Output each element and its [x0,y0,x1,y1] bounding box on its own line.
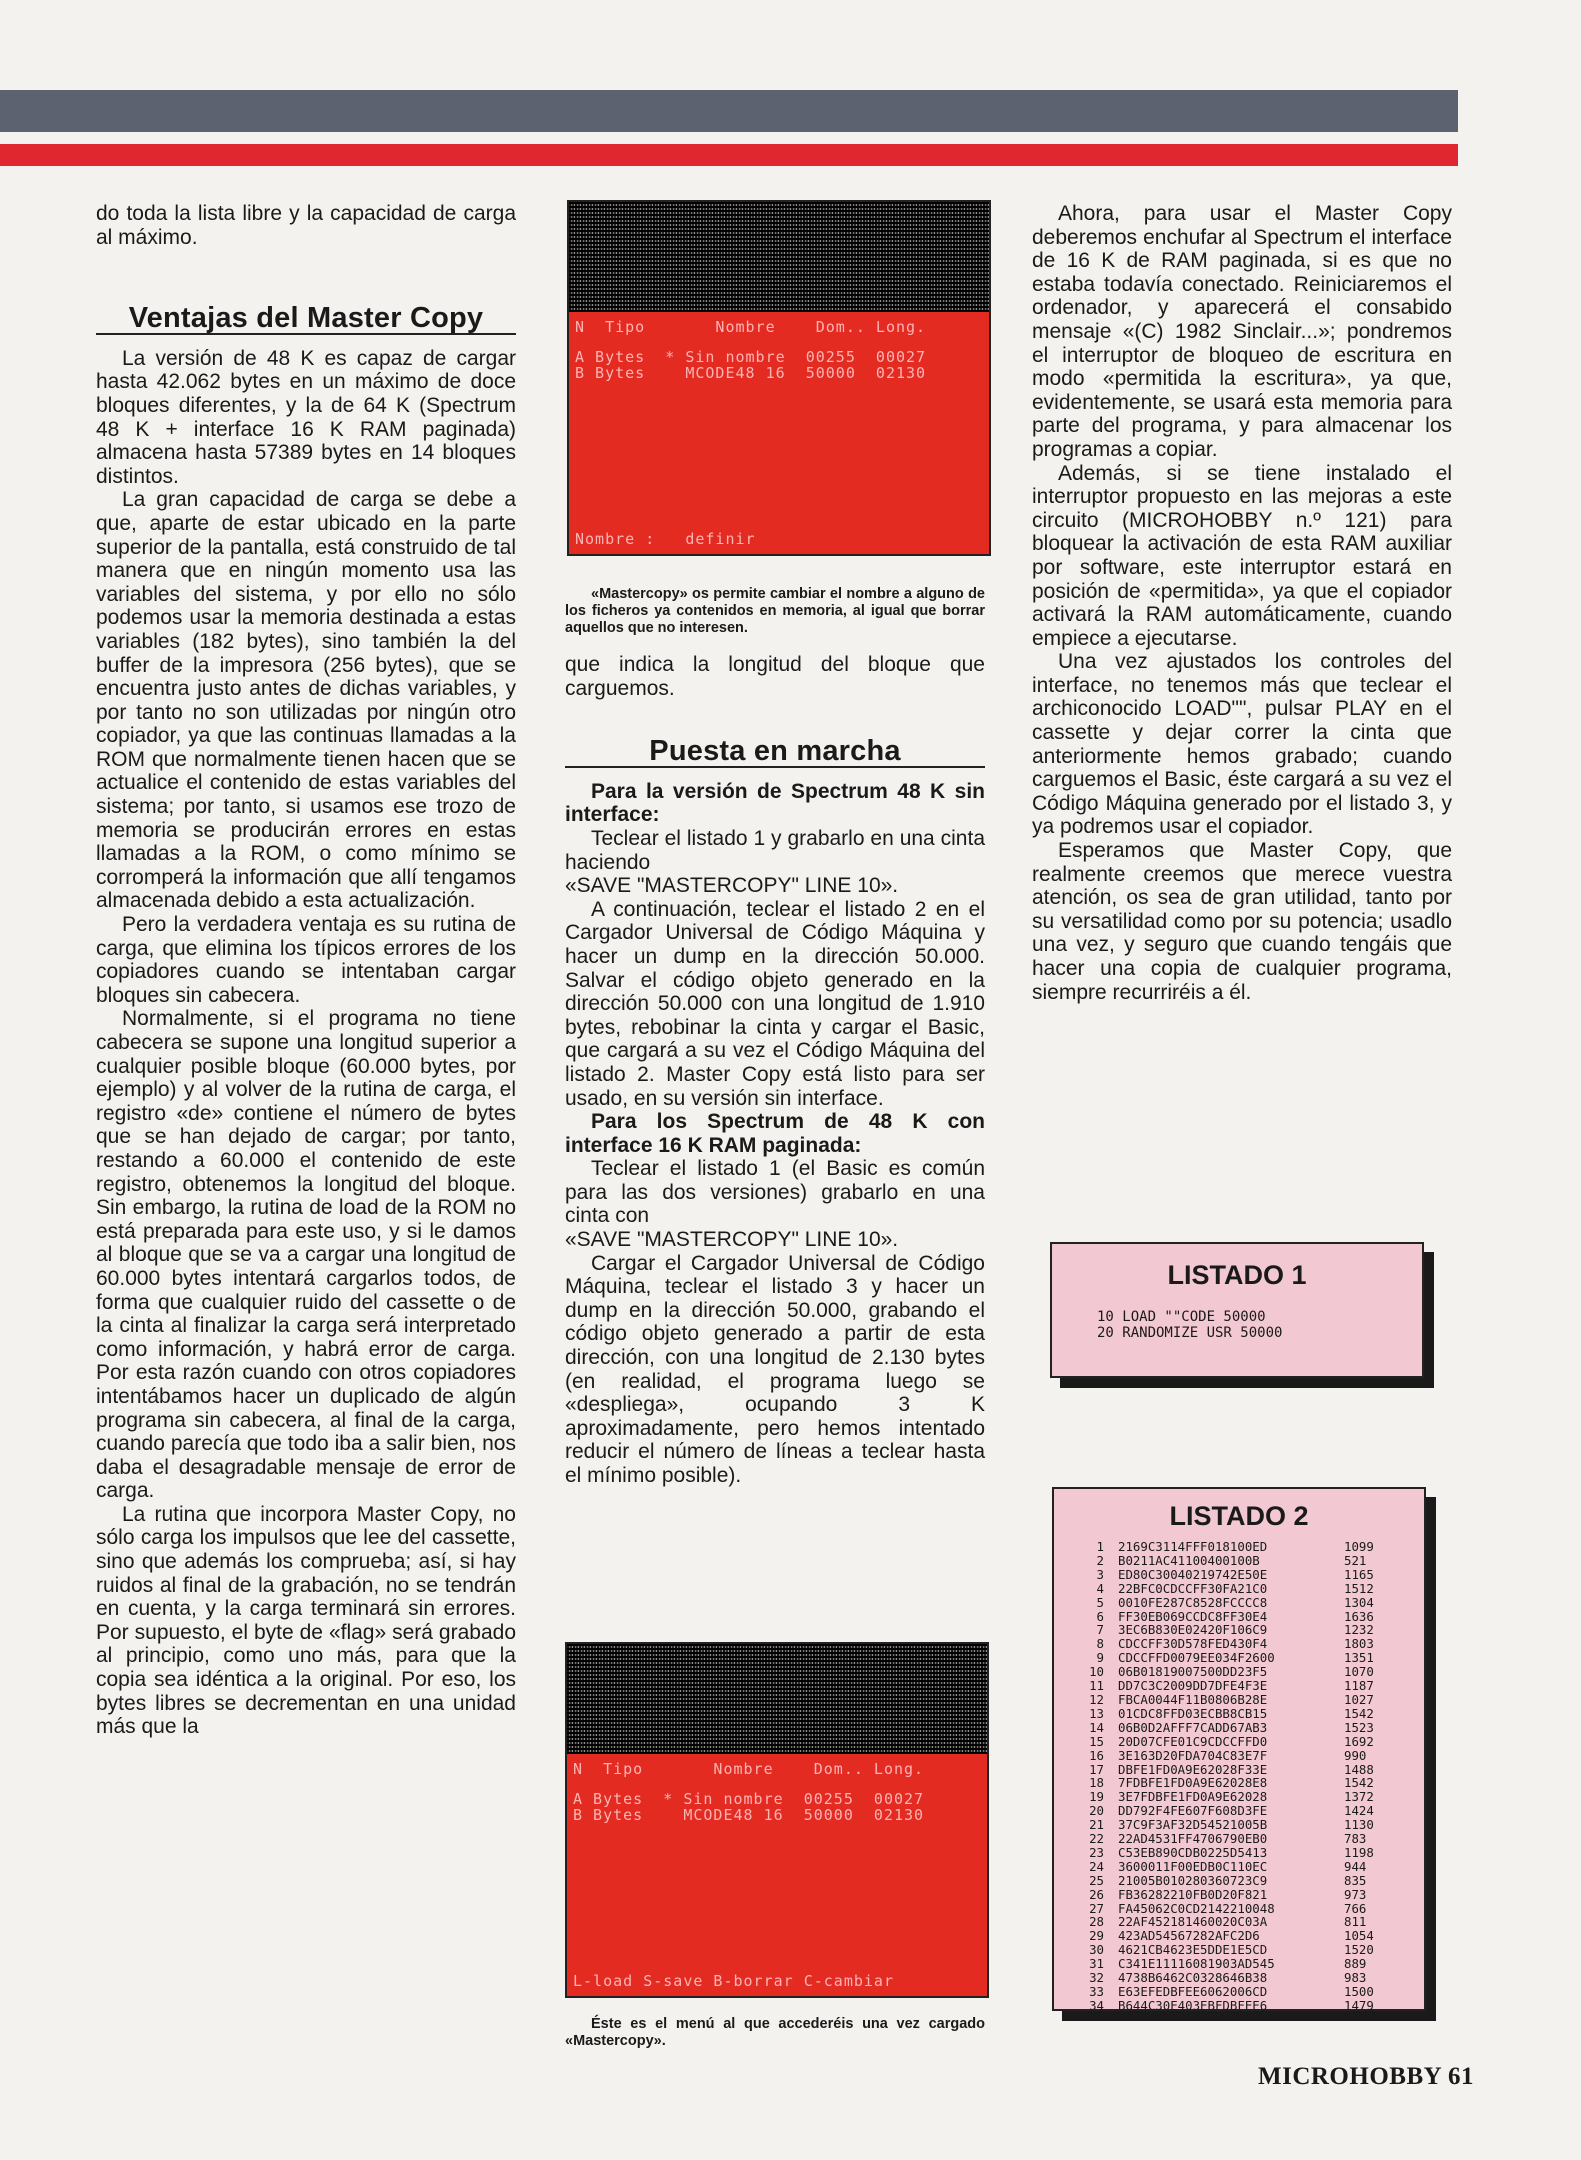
subheading: Para la versión de Spectrum 48 K sin interface: [565,779,985,827]
table-row [1076,1790,1374,1804]
column-1 [96,202,516,1739]
hex-data: 21005B010280360723C9 [1118,1872,1268,1888]
checksum: 1351 [1344,1650,1374,1666]
hex-data: DBFE1FD0A9E62028F33E [1118,1761,1268,1777]
header-band-gray [0,90,1458,132]
hex-data: 3E163D20FDA704C83E7F [1118,1747,1268,1763]
screenshot-mastercopy-menu [565,1642,989,1998]
hex-data: 4738B6462C0328646B38 [1118,1970,1268,1986]
table-row [1076,1846,1374,1860]
paragraph: Teclear el listado 1 (el Basic es común para las dos versiones) grabarlo en una cinta con [565,1157,985,1228]
listado-1-code [1097,1309,1422,1341]
checksum: 973 [1344,1886,1367,1902]
checksum: 983 [1344,1970,1367,1986]
table-row [1076,1651,1374,1665]
hex-data: E63EFEDBFEE6062006CD [1118,1984,1268,1999]
paragraph: Pero la verdadera ventaja es su rutina de carga, que elimina los típicos errores de los copiadores cuando se intentaban cargar bloques sin cabecera. [96,913,516,1007]
screen-header: N Tipo Nombre Dom.. Long. [573,1760,925,1778]
line-number: 25 [1089,1872,1104,1888]
hex-data: 37C9F3AF32D54521005B [1118,1817,1268,1833]
command-text: «SAVE "MASTERCOPY" LINE 10». [565,1228,899,1252]
hex-data: 4621CB4623E5DDE1E5CD [1118,1942,1268,1958]
table-row [1076,1776,1374,1790]
line-number: 8 [1096,1636,1104,1652]
code-line: 20 RANDOMIZE USR 50000 [1097,1325,1283,1341]
checksum: 1198 [1344,1844,1374,1860]
screen-row: A Bytes * Sin nombre 00255 00027 [573,1790,925,1808]
hex-data: FBCA0044F11B0806B28E [1118,1691,1268,1707]
checksum: 990 [1344,1747,1367,1763]
section-heading-puesta-en-marcha: Puesta en marcha [565,740,985,768]
line-number: 5 [1096,1594,1104,1610]
checksum: 766 [1344,1900,1367,1916]
hex-data: 01CDC8FFD03ECBB8CB15 [1118,1705,1268,1721]
line-number: 11 [1089,1678,1104,1694]
paragraph: La versión de 48 K es capaz de cargar hasta 42.062 bytes en un máximo de doce bloques diferentes, y la de 64 K (Spectrum 48 K + interface 16 K RAM paginada) almacena hasta 57389 bytes en 14 bloques distintos. [96,346,516,488]
checksum: 1692 [1344,1733,1374,1749]
line-number: 19 [1089,1789,1104,1805]
line-number: 24 [1089,1858,1104,1874]
checksum: 1542 [1344,1705,1374,1721]
line-number: 26 [1089,1886,1104,1902]
line-number: 28 [1089,1914,1104,1930]
checksum: 835 [1344,1872,1367,1888]
line-number: 33 [1089,1984,1104,1999]
line-number: 20 [1089,1803,1104,1819]
line-number: 12 [1089,1691,1104,1707]
listado-2-table [1076,1540,1374,2013]
table-row [1076,1735,1374,1749]
checksum: 1500 [1344,1984,1374,1999]
line-number: 34 [1089,1997,1104,2013]
hex-data: C53EB890CDB0225D5413 [1118,1844,1268,1860]
checksum: 1479 [1344,1997,1374,2013]
paragraph: Ahora, para usar el Master Copy deberemos enchufar al Spectrum el interface de 16 K de RAM paginada, si es que no estaba todavía conectado. Reiniciaremos el ordenador, y aparecerá el consabido mensaje «(C) 1982 Sinclair...»; pondremos el interruptor de bloqueo de escritura en modo «permitida la escritura», ya que, evidentemente, se usará esta memoria para parte del programa, y para almacenar los programas a copiar. [1032,202,1452,461]
listado-1-box [1050,1242,1424,1378]
hex-data: 3600011F00EDB0C110EC [1118,1858,1268,1874]
table-row [1076,1902,1374,1916]
line-number: 21 [1089,1817,1104,1833]
table-row [1076,1637,1374,1651]
paragraph: Cargar el Cargador Universal de Código Máquina, teclear el listado 3 y hacer un dump en la dirección 50.000, grabando el código objeto generado a partir de esta dirección, con una longitud de 2.130 bytes (en realidad, el programa luego se «despliega», ocupando 3 K aproximadamente, pero hemos intentado reducir el número de líneas a teclear hasta el mínimo posible). [565,1251,985,1487]
hex-data: B0211AC41100400100B [1118,1552,1260,1568]
line-number: 6 [1096,1608,1104,1624]
checksum: 783 [1344,1831,1367,1847]
screen-footer: L-load S-save B-borrar C-cambiar [573,1972,894,1990]
line-number: 13 [1089,1705,1104,1721]
hex-data: 06B0D2AFFF7CADD67AB3 [1118,1719,1268,1735]
code-line: 10 LOAD ""CODE 50000 [1097,1309,1266,1325]
table-row [1076,1971,1374,1985]
table-row [1076,1554,1374,1568]
checksum: 1372 [1344,1789,1374,1805]
section-heading-ventajas: Ventajas del Master Copy [96,307,516,335]
line-number: 2 [1096,1552,1104,1568]
table-row [1076,1888,1374,1902]
hex-data: CDCCFFD0079EE034F2600 [1118,1650,1275,1666]
paragraph: Además, si se tiene instalado el interruptor propuesto en las mejoras a este circuito (MICROHOBBY n.º 121) para bloquear la activación de esta RAM auxiliar por software, este interruptor estará en posición de «permitida», ya que el copiador activará la RAM automáticamente, cuando empiece a ejecutarse. [1032,461,1452,650]
hex-data: DD792F4FE607F608D3FE [1118,1803,1268,1819]
hex-data: FB36282210FB0D20F821 [1118,1886,1268,1902]
paragraph: Normalmente, si el programa no tiene cabecera se supone una longitud superior a cualquier posible bloque (60.000 bytes, por ejemplo) y al volver de la rutina de carga, el registro «de» contiene el número de bytes que se han dejado de cargar; por tanto, restando a 60.000 el contenido de este registro, obtenemos la longitud del bloque. Sin embargo, la rutina de load de la ROM no está preparada para este uso, y si le damos al bloque que se va a cargar una longitud de 60.000 bytes intentará cargarlos todos, de forma que cualquier ruido del cassette o de la cinta al finalizar la carga será interpretado como información, y habrá error de carga. Por esta razón cuando con otros copiadores intentábamos hacer un duplicado de algún programa sin cabecera, al final de la carga, cuando parecía que todo iba a salir bien, nos daba el desagradable mensaje de error de carga. [96,1007,516,1503]
column-2 [565,586,985,1488]
checksum: 1424 [1344,1803,1374,1819]
checksum: 1523 [1344,1719,1374,1735]
table-row [1076,1596,1374,1610]
line-number: 3 [1096,1566,1104,1582]
line-number: 7 [1096,1622,1104,1638]
listado-1-title: LISTADO 1 [1167,1260,1307,1290]
screenshot-mastercopy-rename [567,200,991,556]
screen-row: B Bytes MCODE48 16 50000 02130 [575,364,927,382]
table-row [1076,1693,1374,1707]
table-row [1076,1818,1374,1832]
hex-data: 0010FE287C8528FCCCC8 [1118,1594,1268,1610]
checksum: 889 [1344,1956,1367,1972]
paragraph: Esperamos que Master Copy, que realmente creemos que merece vuestra atención, os sea de gran utilidad, tanto por su versatilidad como por su potencia; usadlo una vez, y seguro que cuando tengáis que hacer una copia de cualquier programa, siempre recurriréis a él. [1032,839,1452,1004]
line-number: 10 [1089,1664,1104,1680]
table-row [1076,1582,1374,1596]
checksum: 521 [1344,1552,1367,1568]
table-row [1076,1957,1374,1971]
listado-2-title: LISTADO 2 [1169,1501,1309,1531]
subheading: Para los Spectrum de 48 K con interface 16 K RAM paginada: [565,1110,985,1157]
line-number: 15 [1089,1733,1104,1749]
paragraph: Una vez ajustados los controles del interface, no tenemos más que teclear el archiconocido LOAD"", pulsar PLAY en el cassette y dejar correr la cinta que anteriormente hemos grabado; cuando carguemos el Basic, éste cargará a su vez el Código Máquina generado por el listado 3, y ya podremos usar el copiador. [1032,650,1452,839]
table-row [1076,1804,1374,1818]
hex-data: DD7C3C2009DD7DFE4F3E [1118,1678,1268,1694]
hex-data: CDCCFF30D578FED430F4 [1118,1636,1268,1652]
screen-row: B Bytes MCODE48 16 50000 02130 [573,1806,925,1824]
caption: «Mastercopy» os permite cambiar el nombre a alguno de los ficheros ya contenidos en memoria, al igual que borrar aquellos que no interesen. [565,586,985,636]
paragraph: que indica la longitud del bloque que carguemos. [565,653,985,700]
table-row [1076,1665,1374,1679]
line-number: 27 [1089,1900,1104,1916]
table-row [1076,1915,1374,1929]
screen-header: N Tipo Nombre Dom.. Long. [575,318,927,336]
checksum: 1054 [1344,1928,1374,1944]
line-number: 29 [1089,1928,1104,1944]
table-row [1076,1985,1374,1999]
hex-data: 7FDBFE1FD0A9E62028E8 [1118,1775,1268,1791]
hex-data: 06B01819007500DD23F5 [1118,1664,1268,1680]
hex-data: 423AD54567282AFC2D6 [1118,1928,1260,1944]
table-row [1076,1679,1374,1693]
line-number: 18 [1089,1775,1104,1791]
table-row [1076,1623,1374,1637]
screen-row: A Bytes * Sin nombre 00255 00027 [575,348,927,366]
checksum: 1512 [1344,1580,1374,1596]
hex-data: C341E11116081903AD545 [1118,1956,1275,1972]
line-number: 4 [1096,1580,1104,1596]
hex-data: 3EC6B830E02420F106C9 [1118,1622,1268,1638]
intro-text: do toda la lista libre y la capacidad de carga al máximo. [96,202,516,249]
checksum: 1488 [1344,1761,1374,1777]
checksum: 1027 [1344,1691,1374,1707]
paragraph: La gran capacidad de carga se debe a que, aparte de estar ubicado en la parte superior de la pantalla, está construido de tal manera que en ningún momento usa las variables del sistema, y por ello no sólo podemos usar la memoria destinada a estas variables (182 bytes), sino también la del buffer de la impresora (256 bytes), que se encuentra justo antes de dichas variables, y por tanto no son utilizadas por ningún otro copiador, ya que las continuas llamadas a la ROM que normalmente tienen hacen que se actualice el contenido de estas variables del sistema; por tanto, si usamos ese trozo de memoria se producirán errores en estas llamadas a la ROM, o como mínimo se corromperá la información que allí tengamos almacenada debido a esta actualización. [96,488,516,913]
header-band-red [0,144,1458,166]
table-row [1076,1943,1374,1957]
hex-data: FF30EB069CCDC8FF30E4 [1118,1608,1268,1624]
paragraph: Teclear el listado 1 y grabarlo en una cinta haciendo [565,826,985,874]
checksum: 811 [1344,1914,1367,1930]
line-number: 17 [1089,1761,1104,1777]
checksum: 1542 [1344,1775,1374,1791]
page-footer: MICROHOBBY 61 [1258,2063,1474,2090]
line-number: 14 [1089,1719,1104,1735]
line-number: 30 [1089,1942,1104,1958]
table-row [1076,1707,1374,1721]
hex-data: B644C30E403EBFDBFEE6 [1118,1997,1268,2013]
paragraph: La rutina que incorpora Master Copy, no sólo carga los impulsos que lee del cassette, sino que además los comprueba; así, si hay ruidos al final de la grabación, no se tendrán en cuenta, y la carga terminará sin errores. Por supuesto, el byte de «flag» será grabado al principio, como uno más, para que la copia sea idéntica a la original. Por eso, los bytes libres se decrementan en una unidad más que la [96,1502,516,1739]
line-number: 16 [1089,1747,1104,1763]
table-row [1076,1540,1374,1554]
line-number: 22 [1089,1831,1104,1847]
checksum: 1803 [1344,1636,1374,1652]
screen-footer: Nombre : definir [575,530,756,548]
checksum: 1520 [1344,1942,1374,1958]
line-number: 9 [1096,1650,1104,1666]
hex-data: 2169C3114FFF018100ED [1118,1539,1268,1554]
table-row [1076,1832,1374,1846]
hex-data: 20D07CFE01C9CDCCFFD0 [1118,1733,1268,1749]
table-row [1076,1721,1374,1735]
table-row [1076,1749,1374,1763]
hex-data: 22AF452181460020C03A [1118,1914,1268,1930]
checksum: 1232 [1344,1622,1374,1638]
table-row [1076,1874,1374,1888]
screen-noise [569,202,989,312]
listado-2-box [1052,1487,1426,2011]
checksum: 1165 [1344,1566,1374,1582]
checksum: 944 [1344,1858,1367,1874]
table-row [1076,1763,1374,1777]
command-text: «SAVE "MASTERCOPY" LINE 10». [565,874,899,898]
line-number: 1 [1096,1539,1104,1554]
table-row [1076,1610,1374,1624]
checksum: 1187 [1344,1678,1374,1694]
line-number: 31 [1089,1956,1104,1972]
checksum: 1099 [1344,1539,1374,1554]
checksum: 1070 [1344,1664,1374,1680]
table-row [1076,1999,1374,2013]
hex-data: ED80C30040219742E50E [1118,1566,1268,1582]
hex-data: 3E7FDBFE1FD0A9E62028 [1118,1789,1268,1805]
caption: Éste es el menú al que accederéis una vez cargado «Mastercopy». [565,2016,985,2049]
column-3 [1032,202,1452,1004]
hex-data: 22BFC0CDCCFF30FA21C0 [1118,1580,1268,1596]
line-number: 23 [1089,1844,1104,1860]
screen-noise [567,1644,987,1754]
table-row [1076,1929,1374,1943]
checksum: 1304 [1344,1594,1374,1610]
hex-data: 22AD4531FF4706790EB0 [1118,1831,1268,1847]
checksum: 1636 [1344,1608,1374,1624]
line-number: 32 [1089,1970,1104,1986]
paragraph: A continuación, teclear el listado 2 en el Cargador Universal de Código Máquina y hacer un dump en la dirección 50.000. Salvar el código objeto generado en la dirección 50.000 con una longitud de 1.910 bytes, rebobinar la cinta y cargar el Basic, que cargará a su vez el Código Máquina del listado 2. Master Copy está listo para ser usado, en su versión sin interface. [565,897,985,1110]
caption-menu [565,2016,985,2050]
hex-data: FA45062C0CD2142210048 [1118,1900,1275,1916]
checksum: 1130 [1344,1817,1374,1833]
table-row [1076,1568,1374,1582]
table-row [1076,1860,1374,1874]
